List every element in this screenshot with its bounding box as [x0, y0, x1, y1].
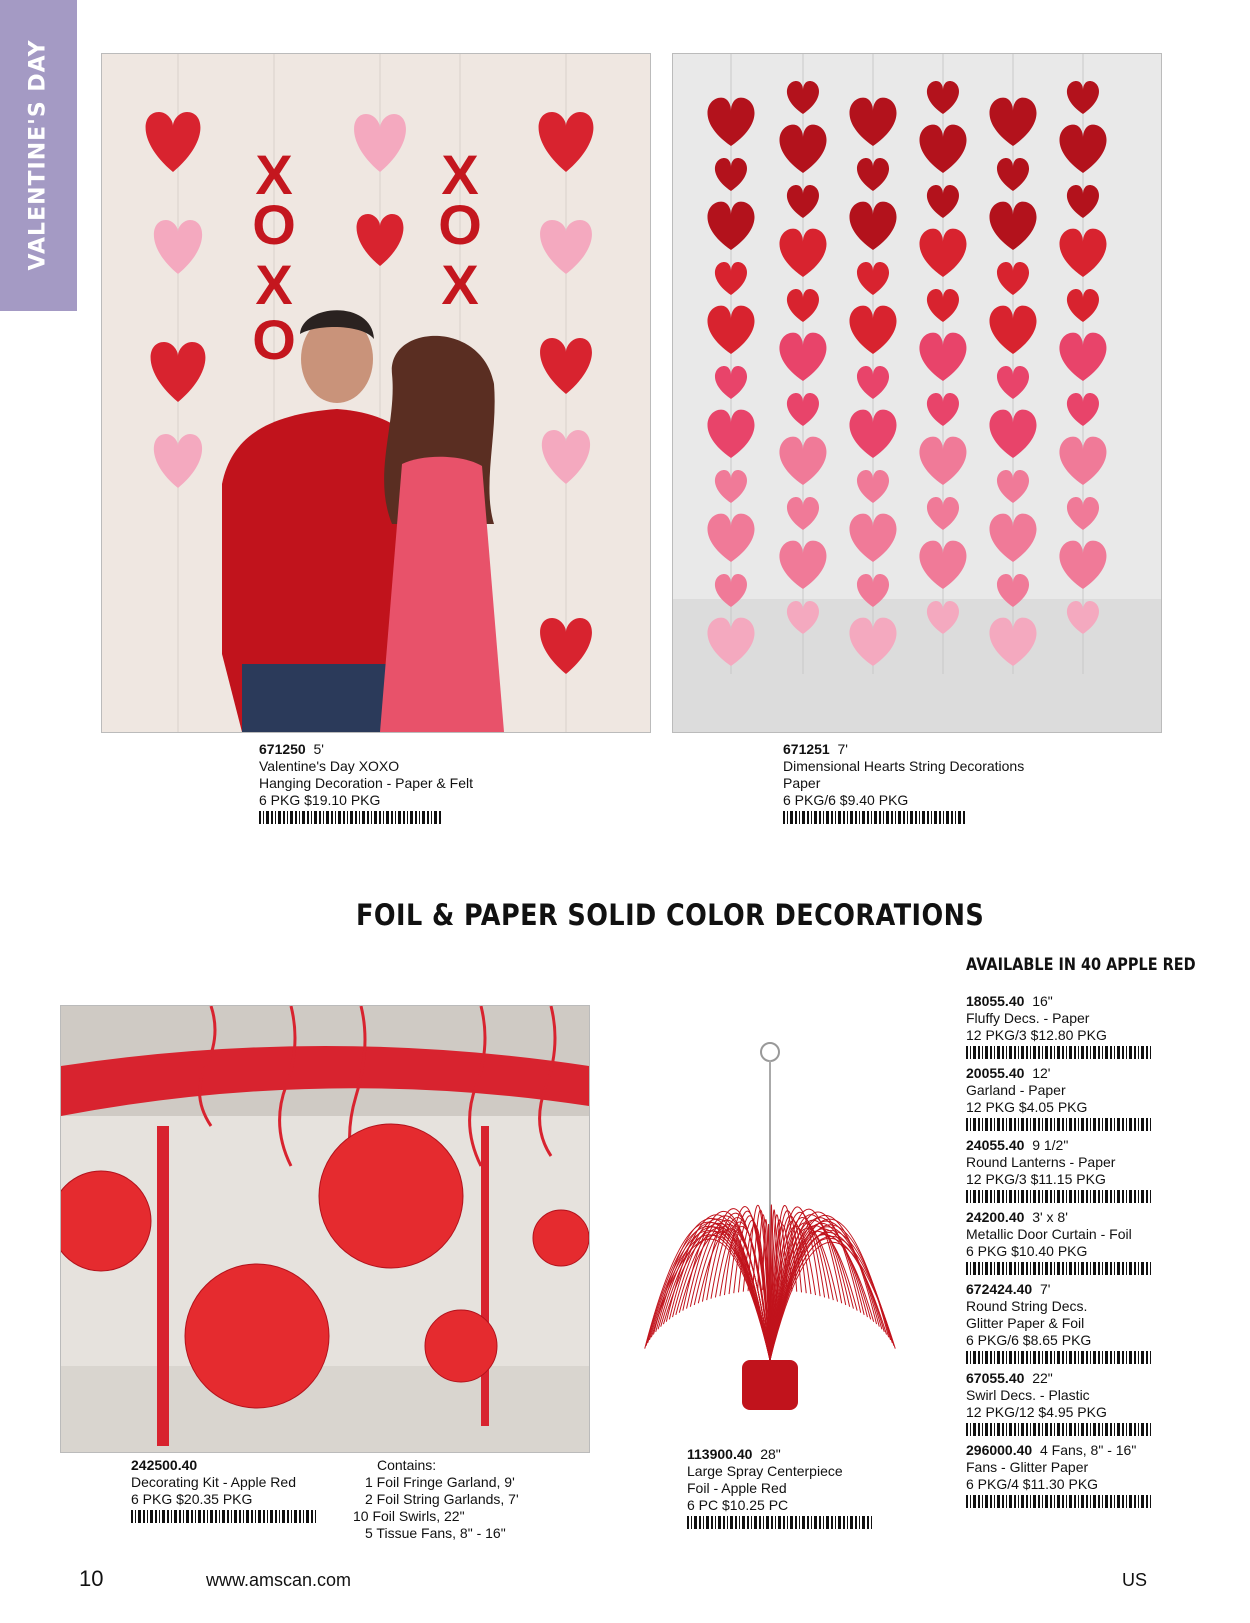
contents-item: 2 Foil String Garlands, 7' [365, 1491, 519, 1507]
product-photo-xoxo [101, 53, 651, 733]
section-tab-label: VALENTINE'S DAY [25, 39, 51, 271]
product-line: 12 PKG $4.05 PKG [966, 1099, 1088, 1115]
page-number: 10 [79, 1566, 104, 1591]
product-line: Round Lanterns - Paper [966, 1154, 1116, 1170]
product-line: Decorating Kit - Apple Red [131, 1474, 296, 1490]
xoxo-letter: X [255, 253, 293, 316]
product-line: Metallic Door Curtain - Foil [966, 1226, 1132, 1242]
product-line: 6 PKG $19.10 PKG [259, 792, 381, 808]
contains-label: Contains: [377, 1457, 437, 1473]
product-line: Valentine's Day XOXO [259, 758, 400, 774]
xoxo-scene-illustration [102, 54, 650, 732]
product-113900-40 [687, 1446, 873, 1529]
product-671251 [783, 741, 1024, 824]
product-line: Dimensional Hearts String Decorations [783, 758, 1025, 774]
product-line: 6 PKG/6 $9.40 PKG [783, 792, 909, 808]
product-code: 18055.40 [966, 993, 1025, 1009]
product-size: 28" [760, 1446, 781, 1462]
barcode [966, 1262, 1152, 1275]
product-size: 4 Fans, 8" - 16" [1039, 1442, 1137, 1458]
product-size: 16" [1032, 993, 1053, 1009]
product-size: 5' [313, 741, 324, 757]
barcode [131, 1510, 317, 1523]
kit-contents [353, 1457, 519, 1542]
region-label: US [1122, 1570, 1148, 1590]
product-line: Garland - Paper [966, 1082, 1066, 1098]
product-size: 7' [1039, 1281, 1051, 1297]
product-line: Foil - Apple Red [687, 1480, 787, 1496]
xoxo-letter: O [252, 193, 296, 256]
product-line: 6 PKG $20.35 PKG [131, 1491, 253, 1507]
barcode [966, 1118, 1152, 1131]
product-photo-spray-centerpiece [612, 1030, 912, 1440]
website-link[interactable]: www.amscan.com [206, 1570, 352, 1590]
product-line: Round String Decs. [966, 1298, 1088, 1314]
product-line: Fans - Glitter Paper [966, 1459, 1089, 1475]
product-line: Swirl Decs. - Plastic [966, 1387, 1090, 1403]
product-code: 20055.40 [966, 1065, 1025, 1081]
product-item [966, 1137, 1156, 1203]
contents-item: 1 Foil Fringe Garland, 9' [365, 1474, 515, 1490]
product-line: 6 PKG $10.40 PKG [966, 1243, 1088, 1259]
product-line: 6 PKG/4 $11.30 PKG [966, 1476, 1099, 1492]
barcode [687, 1516, 873, 1529]
barcode [966, 1351, 1152, 1364]
product-item [966, 993, 1156, 1059]
product-line: 12 PKG/3 $11.15 PKG [966, 1171, 1106, 1187]
product-code: 24055.40 [966, 1137, 1025, 1153]
product-line: Paper [783, 775, 821, 791]
product-size: 22" [1032, 1370, 1053, 1386]
contents-item: 10 Foil Swirls, 22" [353, 1508, 465, 1524]
product-code: 671250 [259, 741, 306, 757]
availability-note: AVAILABLE IN 40 APPLE RED [966, 955, 1196, 975]
barcode [966, 1190, 1152, 1203]
barcode [783, 811, 967, 824]
product-item [966, 1370, 1156, 1436]
product-code: 24200.40 [966, 1209, 1025, 1225]
product-line: 12 PKG/12 $4.95 PKG [966, 1404, 1107, 1420]
barcode [259, 811, 443, 824]
xoxo-letter: X [255, 143, 293, 206]
hearts-scene-illustration [673, 54, 1161, 732]
product-code: 67055.40 [966, 1370, 1025, 1386]
product-size: 9 1/2" [1032, 1137, 1069, 1153]
apple-red-product-list [966, 993, 1156, 1514]
product-size: 3' x 8' [1032, 1209, 1068, 1225]
product-item [966, 1281, 1156, 1364]
product-code: 296000.40 [966, 1442, 1033, 1458]
barcode [966, 1423, 1152, 1436]
product-size: 12' [1032, 1065, 1051, 1081]
product-photo-dimensional-hearts [672, 53, 1162, 733]
product-code: 671251 [783, 741, 830, 757]
barcode [966, 1495, 1152, 1508]
product-line: Hanging Decoration - Paper & Felt [259, 775, 473, 791]
product-code: 113900.40 [687, 1446, 753, 1462]
product-photo-decorating-kit [60, 1005, 590, 1453]
product-item [966, 1065, 1156, 1131]
section-heading: FOIL & PAPER SOLID COLOR DECORATIONS [356, 898, 985, 932]
xoxo-letter: O [438, 193, 482, 256]
product-item [966, 1442, 1156, 1508]
centerpiece-illustration [612, 1030, 912, 1440]
product-item [966, 1209, 1156, 1275]
xoxo-letter: X [441, 143, 479, 206]
product-line: Fluffy Decs. - Paper [966, 1010, 1090, 1026]
product-code: 672424.40 [966, 1281, 1033, 1297]
product-line: 12 PKG/3 $12.80 PKG [966, 1027, 1107, 1043]
xoxo-letter: X [441, 253, 479, 316]
product-line: Large Spray Centerpiece [687, 1463, 843, 1479]
product-671250 [259, 741, 473, 824]
contents-item: 5 Tissue Fans, 8" - 16" [365, 1525, 506, 1541]
product-242500-40 [131, 1457, 317, 1523]
product-size: 7' [837, 741, 848, 757]
xoxo-letter: O [252, 308, 296, 371]
product-code: 242500.40 [131, 1457, 198, 1473]
kit-scene-illustration [61, 1006, 589, 1452]
product-line: 6 PKG/6 $8.65 PKG [966, 1332, 1092, 1348]
section-tab [0, 0, 77, 311]
product-line: 6 PC $10.25 PC [687, 1497, 789, 1513]
product-line: Glitter Paper & Foil [966, 1315, 1085, 1331]
barcode [966, 1046, 1152, 1059]
